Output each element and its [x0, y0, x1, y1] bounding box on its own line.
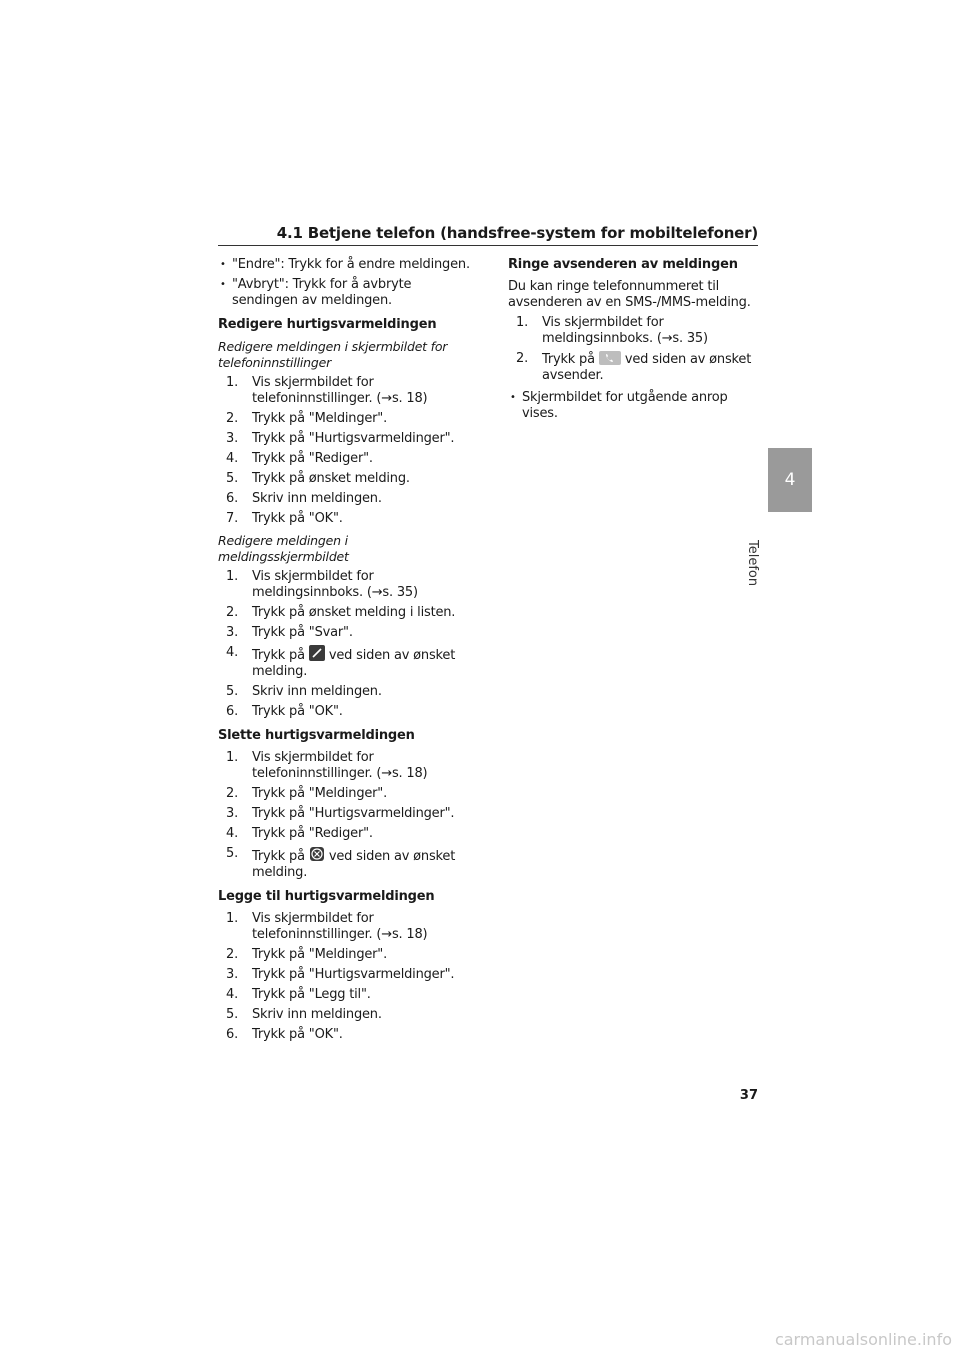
step: 2. Trykk på ved siden av ønsket avsender.	[516, 351, 752, 383]
step: 4. Trykk på "Legg til".	[226, 987, 371, 1002]
step: 3. Trykk på "Hurtigsvarmeldinger".	[226, 431, 455, 446]
step: 4. Trykk på ved siden av ønsket melding.	[226, 645, 456, 679]
bullet-endre: • "Endre": Trykk for å endre meldingen.	[218, 257, 478, 273]
step: 2. Trykk på ønsket melding i listen.	[226, 605, 456, 620]
step: 3. Trykk på "Hurtigsvarmeldinger".	[226, 806, 455, 821]
step: 1. Vis skjermbildet for meldingsinnboks. (→s. 35)	[516, 315, 708, 346]
step: 3. Trykk på "Hurtigsvarmeldinger".	[226, 967, 455, 982]
section-heading-call-sender: Ringe avsenderen av meldingen	[508, 257, 738, 272]
subheading-message-screen: Redigere meldingen i meldingsskjermbildet	[218, 533, 349, 564]
delete-icon	[309, 846, 325, 862]
page-header: 4.1 Betjene telefon (handsfree-system for mobiltelefoner)	[276, 224, 758, 242]
section-heading-delete: Slette hurtigsvarmeldingen	[218, 728, 415, 743]
left-column	[218, 257, 478, 1049]
step: 1. Vis skjermbildet for telefoninnstillinger. (→s. 18)	[226, 750, 428, 781]
step: 2. Trykk på "Meldinger".	[226, 786, 388, 801]
pencil-icon	[309, 645, 325, 661]
watermark: carmanualsonline.info	[774, 1330, 952, 1349]
step: 6. Skriv inn meldingen.	[226, 491, 382, 506]
step: 4. Trykk på "Rediger".	[226, 451, 373, 466]
step: 7. Trykk på "OK".	[226, 511, 343, 526]
section-heading-add: Legge til hurtigsvarmeldingen	[218, 889, 435, 904]
step: 2. Trykk på "Meldinger".	[226, 947, 388, 962]
steps-call-sender	[508, 315, 758, 384]
subheading-settings: Redigere meldingen i skjermbildet for telefoninnstillinger	[218, 339, 448, 370]
steps-add	[218, 911, 478, 1043]
step: 5. Trykk på ved siden av ønsket melding.	[226, 846, 456, 880]
step: 4. Trykk på "Rediger".	[226, 826, 373, 841]
section-heading-edit: Redigere hurtigsvarmeldingen	[218, 317, 437, 332]
step: 5. Trykk på ønsket melding.	[226, 471, 410, 486]
bullet-avbryt: • "Avbryt": Trykk for å avbryte sendingen av meldingen.	[218, 277, 478, 309]
step: 5. Skriv inn meldingen.	[226, 684, 382, 699]
step: 6. Trykk på "OK".	[226, 1027, 343, 1042]
step: 1. Vis skjermbildet for meldingsinnboks. (→s. 35)	[226, 569, 418, 600]
step: 1. Vis skjermbildet for telefoninnstillinger. (→s. 18)	[226, 375, 428, 406]
step: 1. Vis skjermbildet for telefoninnstillinger. (→s. 18)	[226, 911, 428, 942]
right-column	[508, 257, 758, 426]
intro-text: Du kan ringe telefonnummeret til avsenderen av en SMS-/MMS-melding.	[508, 279, 751, 310]
steps-delete	[218, 750, 478, 881]
steps-edit-settings	[218, 375, 478, 527]
bullet-outgoing-call: • Skjermbildet for utgående anrop vises.	[508, 390, 758, 422]
steps-edit-message	[218, 569, 478, 720]
step: 5. Skriv inn meldingen.	[226, 1007, 382, 1022]
step: 6. Trykk på "OK".	[226, 704, 343, 719]
phone-icon	[599, 351, 621, 365]
chapter-label: Telefon	[745, 540, 760, 587]
page-number: 37	[739, 1088, 758, 1103]
step: 3. Trykk på "Svar".	[226, 625, 353, 640]
chapter-tab: 4	[768, 448, 812, 512]
step: 2. Trykk på "Meldinger".	[226, 411, 388, 426]
header-rule	[218, 245, 758, 246]
